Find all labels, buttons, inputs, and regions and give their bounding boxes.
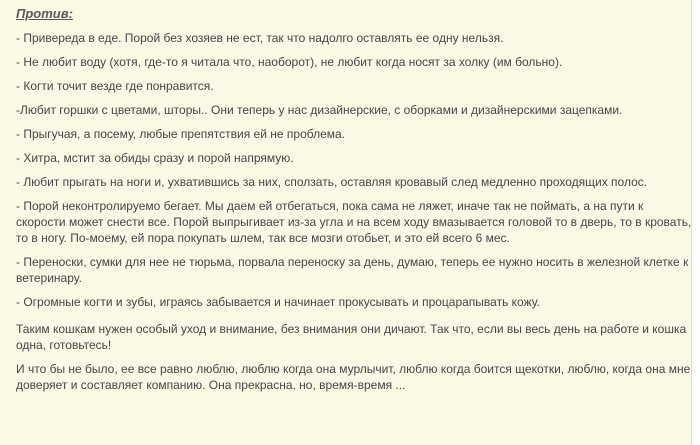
page-margin-strip <box>691 0 700 445</box>
list-item: - Не любит воду (хотя, где-то я читала что, наоборот), не любит когда носят за холку (им больно). <box>16 55 563 69</box>
list-item: - Любит прыгать на ноги и, ухватившись за них, сползать, оставляя кровавый след медленно проходящих полос. <box>16 175 648 189</box>
list-item: - Огромные когти и зубы, играясь забывается и начинает прокусывать и процарапывать кожу. <box>16 295 540 309</box>
list-item: - Привереда в еде. Порой без хозяев не ест, так что надолго оставлять ее одну нельзя. <box>16 31 504 45</box>
closing-paragraph: И что бы не было, ее все равно люблю, люблю когда она мурлычит, люблю когда боится щекотки, люблю, когда она мне доверяет и составляет компанию. Она прекрасна, но, время-время ... <box>16 362 691 392</box>
list-item: - Хитра, мстит за обиды сразу и порой напрямую. <box>16 151 294 165</box>
list-item: -Любит горшки с цветами, шторы.. Они теперь у нас дизайнерские, с оборками и дизайнерскими зацепками. <box>16 103 623 117</box>
section-heading: Против: <box>16 6 73 21</box>
list-item: - Переноски, сумки для нее не тюрьма, порвала переноску за день, думаю, теперь ее нужно носить в железной клетке к ветеринару. <box>16 255 689 285</box>
list-item: - Прыгучая, а посему, любые препятствия ей не проблема. <box>16 127 346 141</box>
list-item: - Когти точит везде где понравится. <box>16 79 214 93</box>
article-body <box>16 6 692 401</box>
closing-paragraph: Таким кошкам нужен особый уход и внимание, без внимания они дичают. Так что, если вы весь день на работе и кошка одна, готовьтесь! <box>16 322 687 352</box>
list-item: - Порой неконтролируемо бегает. Мы даем ей отбегаться, пока сама не ляжет, иначе так не поймать, а на пути к скорости может снести все. Порой выпрыгивает из-за угла и на всем ходу вмазывается головой то в дверь, то в кровать, то в ногу. По-моему, ей пора покупать шлем, так все мозги отобьет, и это ей всего 6 мес. <box>16 199 692 245</box>
